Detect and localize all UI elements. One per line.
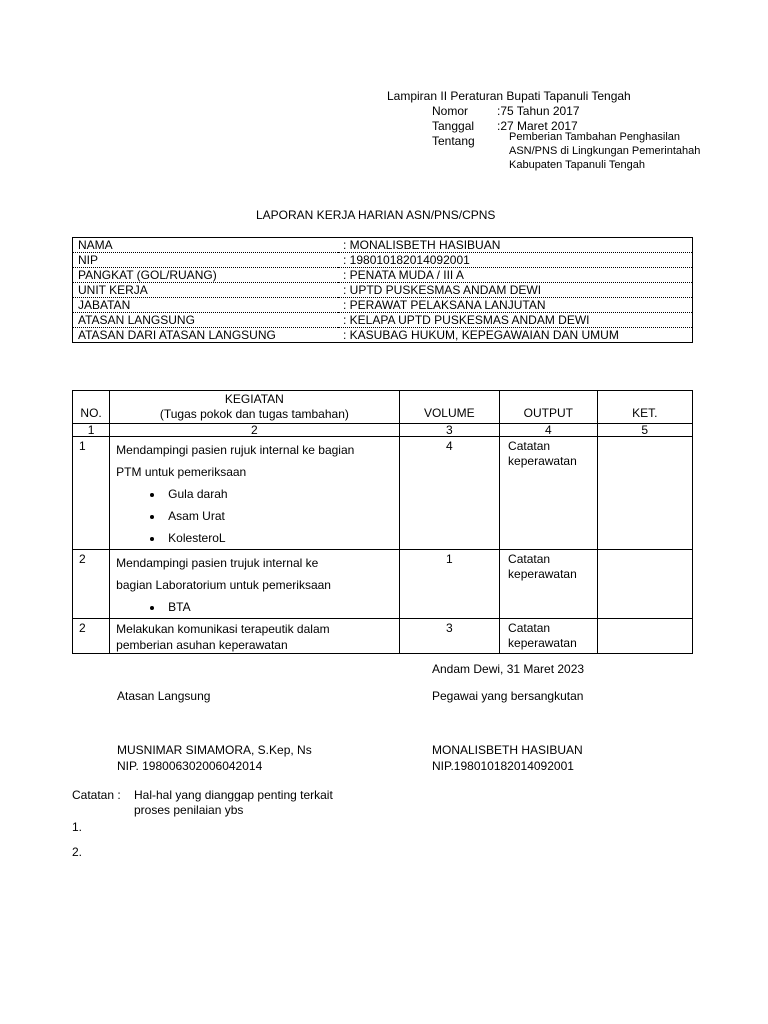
header-volume: VOLUME xyxy=(399,391,499,424)
cell-kegiatan xyxy=(110,550,399,619)
header-kegiatan xyxy=(110,391,399,424)
cell-output xyxy=(500,437,597,550)
identity-row xyxy=(73,268,693,283)
cell-no: 2 xyxy=(73,619,110,654)
cell-kegiatan xyxy=(110,619,399,654)
output-line: Catatan xyxy=(508,552,551,566)
tentang-line-1: Pemberian Tambahan Penghasilan xyxy=(509,131,681,143)
right-signatory-nip: NIP.198010182014092001 xyxy=(432,759,574,773)
cell-ket xyxy=(597,437,692,550)
output-line: keperawatan xyxy=(508,567,577,581)
sub-item-list xyxy=(116,483,394,549)
header-output: OUTPUT xyxy=(500,391,597,424)
identity-row xyxy=(73,298,693,313)
cell-volume: 4 xyxy=(399,437,499,550)
identity-row xyxy=(73,283,693,298)
cell-volume: 3 xyxy=(399,619,499,654)
column-number: 3 xyxy=(399,424,499,437)
identity-row xyxy=(73,238,693,253)
nomor-label: Nomor xyxy=(432,104,469,118)
tentang-label: Tentang xyxy=(432,134,475,148)
output-line: Catatan xyxy=(508,621,551,635)
identity-label: ATASAN LANGSUNG xyxy=(73,313,339,328)
cell-output xyxy=(500,619,597,654)
identity-value: : MONALISBETH HASIBUAN xyxy=(338,238,693,253)
cell-kegiatan xyxy=(110,437,399,550)
cell-no: 1 xyxy=(73,437,110,550)
right-signatory-name: MONALISBETH HASIBUAN xyxy=(432,743,583,757)
activity-table xyxy=(72,390,693,654)
column-number: 4 xyxy=(500,424,597,437)
cell-ket xyxy=(597,550,692,619)
document-title: LAPORAN KERJA HARIAN ASN/PNS/CPNS xyxy=(256,208,496,222)
nomor-value: :75 Tahun 2017 xyxy=(497,104,580,118)
identity-value: : KASUBAG HUKUM, KEPEGAWAIAN DAN UMUM xyxy=(338,328,693,343)
output-line: keperawatan xyxy=(508,454,577,468)
output-line: keperawatan xyxy=(508,636,577,650)
column-number: 1 xyxy=(73,424,110,437)
tanggal-value: :27 Maret 2017 xyxy=(497,119,578,133)
catatan-line-1: Hal-hal yang dianggap penting terkait xyxy=(134,788,333,802)
table-row xyxy=(73,550,693,619)
left-signatory-nip: NIP. 198006302006042014 xyxy=(117,759,263,773)
tanggal-label: Tanggal xyxy=(432,119,475,133)
cell-ket xyxy=(597,619,692,654)
identity-row xyxy=(73,328,693,343)
sub-item-list xyxy=(116,596,394,618)
cell-output xyxy=(500,550,597,619)
right-signature-title: Pegawai yang bersangkutan xyxy=(432,689,584,703)
identity-value: : 198010182014092001 xyxy=(338,253,693,268)
cell-volume: 1 xyxy=(399,550,499,619)
catatan-label: Catatan : xyxy=(72,788,121,802)
place-date: Andam Dewi, 31 Maret 2023 xyxy=(432,662,585,676)
header-kegiatan-subtitle: (Tugas pokok dan tugas tambahan) xyxy=(159,407,349,421)
kegiatan-line: pemberian asuhan keperawatan xyxy=(116,638,288,652)
tentang-line-2: ASN/PNS di Lingkungan Pemerintahah xyxy=(509,145,701,157)
identity-label: ATASAN DARI ATASAN LANGSUNG xyxy=(73,328,339,343)
identity-label: NAMA xyxy=(73,238,339,253)
header-kegiatan-title: KEGIATAN xyxy=(224,392,284,406)
sub-item: • BTA xyxy=(164,596,394,618)
kegiatan-line: Melakukan komunikasi terapeutik dalam xyxy=(116,622,330,636)
identity-row xyxy=(73,313,693,328)
identity-table xyxy=(72,237,693,343)
header-ket: KET. xyxy=(597,391,692,424)
kegiatan-line: bagian Laboratorium untuk pemeriksaan xyxy=(116,578,331,592)
kegiatan-line: PTM untuk pemeriksaan xyxy=(116,465,247,479)
left-signatory-name: MUSNIMAR SIMAMORA, S.Kep, Ns xyxy=(117,743,312,757)
table-row xyxy=(73,437,693,550)
identity-value: : KELAPA UPTD PUSKESMAS ANDAM DEWI xyxy=(338,313,693,328)
header-no: NO. xyxy=(73,391,110,424)
identity-label: NIP xyxy=(73,253,339,268)
sub-item: • Asam Urat xyxy=(164,505,394,527)
column-number: 2 xyxy=(110,424,399,437)
identity-value: : PENATA MUDA / III A xyxy=(338,268,693,283)
output-line: Catatan xyxy=(508,439,551,453)
identity-value: : UPTD PUSKESMAS ANDAM DEWI xyxy=(338,283,693,298)
kegiatan-line: Mendampingi pasien trujuk internal ke xyxy=(116,556,319,570)
table-row xyxy=(73,619,693,654)
sub-item: • KolesteroL xyxy=(164,527,394,549)
identity-row xyxy=(73,253,693,268)
kegiatan-line: Mendampingi pasien rujuk internal ke bagian xyxy=(116,443,355,457)
lampiran-title: Lampiran II Peraturan Bupati Tapanuli Tengah xyxy=(387,89,631,103)
column-number: 5 xyxy=(597,424,692,437)
identity-label: UNIT KERJA xyxy=(73,283,339,298)
catatan-line-2: proses penilaian ybs xyxy=(134,803,244,817)
cell-no: 2 xyxy=(73,550,110,619)
left-signature-title: Atasan Langsung xyxy=(117,689,211,703)
tentang-line-3: Kabupaten Tapanuli Tengah xyxy=(509,159,645,171)
identity-label: JABATAN xyxy=(73,298,339,313)
sub-item: • Gula darah xyxy=(164,483,394,505)
catatan-item-2: 2. xyxy=(72,845,83,859)
catatan-item-1: 1. xyxy=(72,820,83,834)
identity-value: : PERAWAT PELAKSANA LANJUTAN xyxy=(338,298,693,313)
identity-label: PANGKAT (GOL/RUANG) xyxy=(73,268,339,283)
